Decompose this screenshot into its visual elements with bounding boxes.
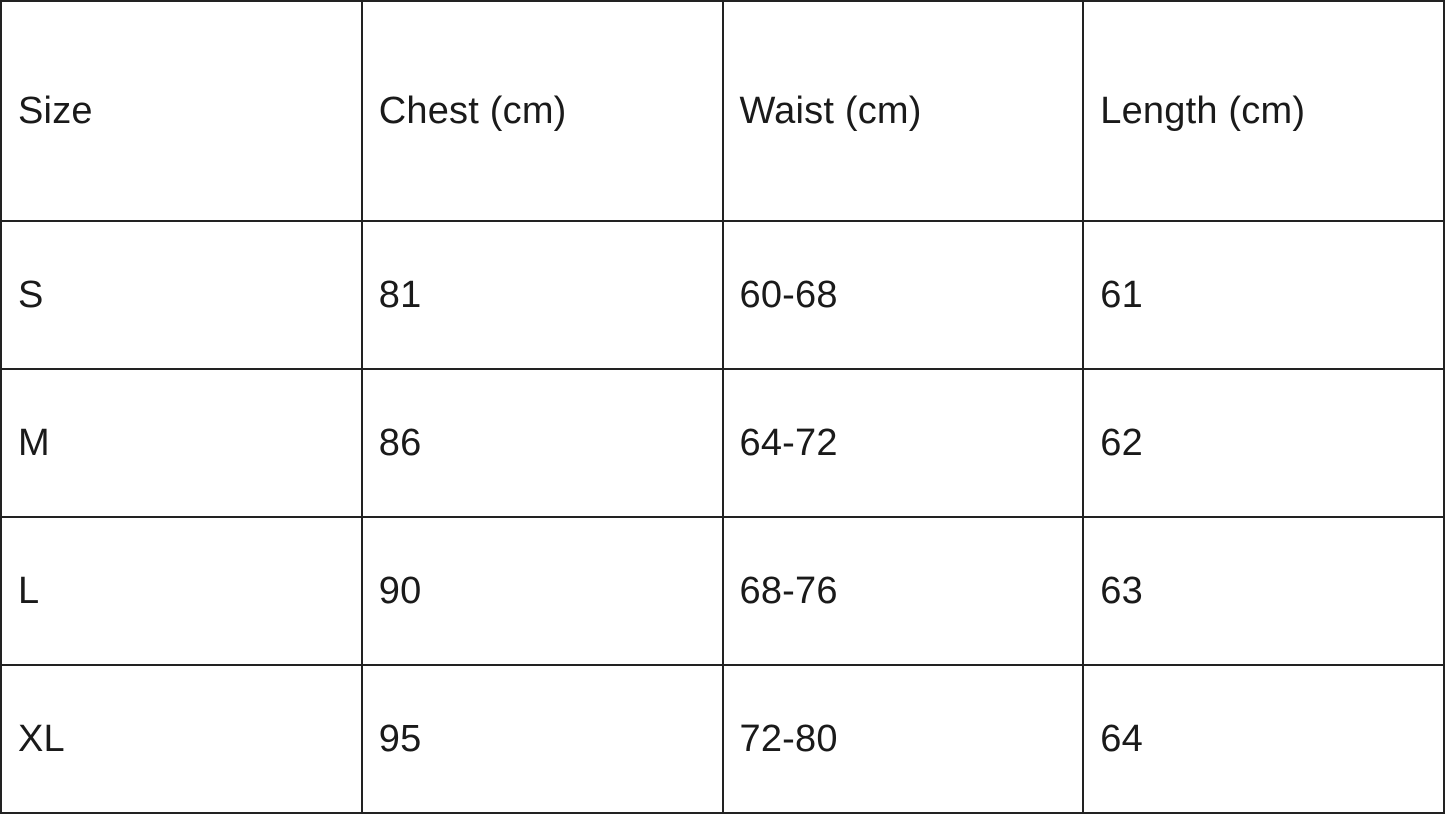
cell-waist: 68-76 xyxy=(723,517,1084,665)
cell-chest: 90 xyxy=(362,517,723,665)
header-cell-chest: Chest (cm) xyxy=(362,1,723,221)
table-row-xl xyxy=(1,665,1444,813)
header-cell-size: Size xyxy=(1,1,362,221)
cell-size: M xyxy=(1,369,362,517)
table-row-m xyxy=(1,369,1444,517)
table-row-l xyxy=(1,517,1444,665)
cell-chest: 81 xyxy=(362,221,723,369)
cell-length: 62 xyxy=(1083,369,1444,517)
header-row xyxy=(1,1,1444,221)
size-chart-body xyxy=(1,221,1444,813)
size-chart-header xyxy=(1,1,1444,221)
cell-size: S xyxy=(1,221,362,369)
cell-chest: 95 xyxy=(362,665,723,813)
cell-length: 61 xyxy=(1083,221,1444,369)
cell-length: 64 xyxy=(1083,665,1444,813)
cell-waist: 72-80 xyxy=(723,665,1084,813)
cell-size: XL xyxy=(1,665,362,813)
cell-waist: 64-72 xyxy=(723,369,1084,517)
table-row-s xyxy=(1,221,1444,369)
cell-length: 63 xyxy=(1083,517,1444,665)
cell-waist: 60-68 xyxy=(723,221,1084,369)
cell-size: L xyxy=(1,517,362,665)
header-cell-waist: Waist (cm) xyxy=(723,1,1084,221)
header-cell-length: Length (cm) xyxy=(1083,1,1444,221)
cell-chest: 86 xyxy=(362,369,723,517)
